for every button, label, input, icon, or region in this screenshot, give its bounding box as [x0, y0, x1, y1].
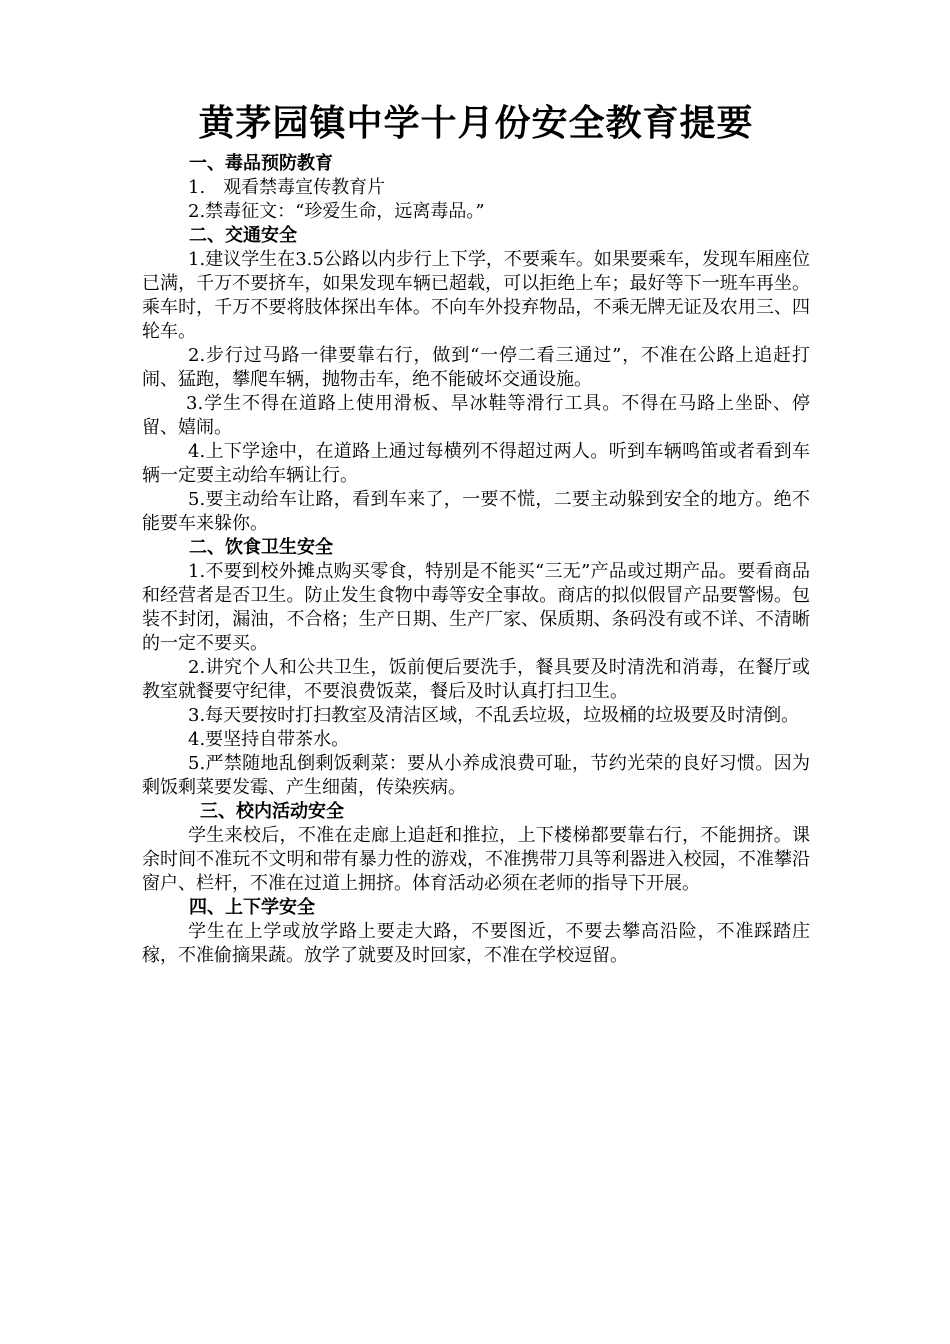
paragraph: 1.不要到校外摊点购买零食，特别是不能买“三无”产品或过期产品。要看商品和经营者是否卫生。防止发生食物中毒等安全事故。商店的拟似假冒产品要警惕。包装不封闭，漏油，不合格；生产日期、生产厂家、保质期、条码没有或不详、不清晰的一定不要买。 — [142, 561, 810, 654]
document-title: 黄茅园镇中学十月份安全教育提要 — [198, 103, 754, 144]
paragraph: 学生在上学或放学路上要走大路，不要图近，不要去攀高沿险，不准踩踏庄稼，不准偷摘果蔬。放学了就要及时回家，不准在学校逗留。 — [142, 921, 810, 966]
paragraph: 3.每天要按时打扫教室及清洁区域，不乱丢垃圾，垃圾桶的垃圾要及时清倒。 — [188, 705, 800, 726]
section-food-hygiene — [142, 536, 810, 800]
paragraph: 1.建议学生在3.5公路以内步行上下学，不要乘车。如果要乘车，发现车厢座位已满，千万不要挤车，如果发现车辆已超载，可以拒绝上车；最好等下一班车再坐。乘车时，千万不要将肢体探出车体。不向车外投弃物品，不乘无牌无证及农用三、四轮车。 — [142, 249, 810, 342]
section-heading: 四、上下学安全 — [189, 897, 315, 918]
section-heading: 三、校内活动安全 — [200, 801, 344, 822]
document-page — [142, 96, 810, 968]
section-commute-safety — [142, 896, 810, 968]
paragraph: 2.禁毒征文：“珍爱生命，远离毒品。” — [188, 201, 485, 222]
paragraph: 1. 观看禁毒宣传教育片 — [188, 177, 386, 198]
section-drug-prevention — [142, 152, 810, 224]
section-heading: 一、毒品预防教育 — [189, 153, 333, 174]
section-campus-activities — [142, 800, 810, 896]
paragraph: 5.严禁随地乱倒剩饭剩菜：要从小养成浪费可耻，节约光荣的良好习惯。因为剩饭剩菜要发霉、产生细菌，传染疾病。 — [142, 753, 810, 798]
paragraph: 5.要主动给车让路，看到车来了，一要不慌，二要主动躲到安全的地方。绝不能要车来躲你。 — [142, 489, 810, 534]
paragraph: 3.学生不得在道路上使用滑板、旱冰鞋等滑行工具。不得在马路上坐卧、停留、嬉闹。 — [142, 393, 810, 438]
section-heading: 二、饮食卫生安全 — [189, 537, 333, 558]
paragraph: 2.步行过马路一律要靠右行，做到“一停二看三通过”，不准在公路上追赶打闹、猛跑，攀爬车辆，抛物击车，绝不能破坏交通设施。 — [142, 345, 810, 390]
section-heading: 二、交通安全 — [189, 225, 297, 246]
paragraph: 4.上下学途中，在道路上通过每横列不得超过两人。听到车辆鸣笛或者看到车辆一定要主动给车辆让行。 — [142, 441, 810, 486]
section-traffic-safety — [142, 224, 810, 536]
paragraph: 4.要坚持自带茶水。 — [188, 729, 350, 750]
paragraph: 学生来校后，不准在走廊上追赶和推拉，上下楼梯都要靠右行，不能拥挤。课余时间不准玩不文明和带有暴力性的游戏，不准携带刀具等利器进入校园，不准攀沿窗户、栏杆，不准在过道上拥挤。体育活动必须在老师的指导下开展。 — [142, 825, 810, 894]
paragraph: 2.讲究个人和公共卫生，饭前便后要洗手，餐具要及时清洗和消毒，在餐厅或教室就餐要守纪律，不要浪费饭菜，餐后及时认真打扫卫生。 — [142, 657, 810, 702]
